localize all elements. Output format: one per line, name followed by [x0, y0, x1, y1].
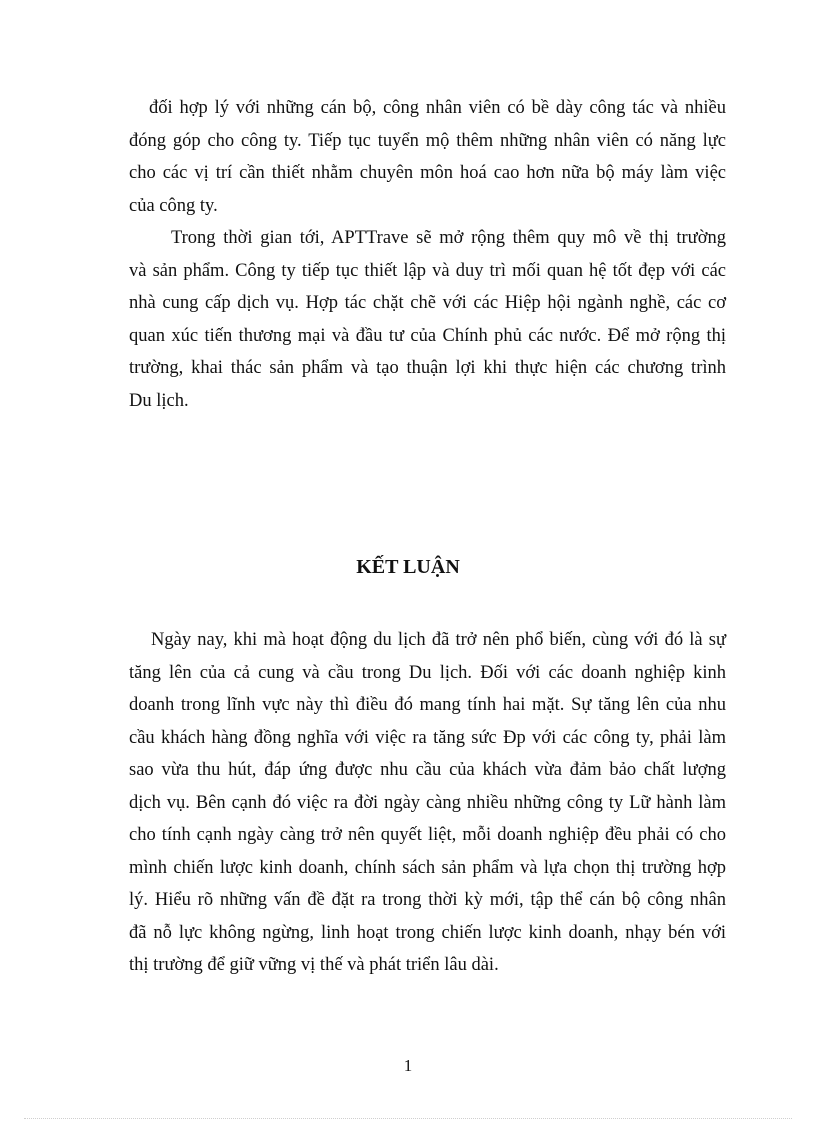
text-line: cho tính cạnh ngày càng trở nên quyết liệt, mỗi doanh nghiệp đều phải có cho: [129, 825, 726, 845]
text-line: mình chiến lược kinh doanh, chính sách sản phẩm và lựa chọn thị trường hợp: [129, 857, 726, 878]
text-line: Trong thời gian tới, APTTrave sẽ mở rộng thêm quy mô về thị trường: [171, 228, 726, 248]
text-line: cho các vị trí cần thiết nhằm chuyên môn hoá cao hơn nữa bộ máy làm việc: [129, 163, 726, 183]
text-line: nhà cung cấp dịch vụ. Hợp tác chặt chẽ với các Hiệp hội ngành nghề, các cơ: [129, 293, 726, 313]
text-line: đã nỗ lực không ngừng, linh hoạt trong chiến lược kinh doanh, nhạy bén với: [129, 922, 726, 943]
text-line: đối hợp lý với những cán bộ, công nhân viên có bề dày công tác và nhiều: [149, 98, 726, 118]
text-line: Ngày nay, khi mà hoạt động du lịch đã trở nên phổ biến, cùng với đó là sự: [151, 630, 726, 650]
text-line: cầu khách hàng đồng nghĩa với việc ra tăng sức Đp với các công ty, phải làm: [129, 727, 726, 748]
section-heading: KẾT LUẬN: [356, 556, 460, 578]
page-number: 1: [403, 1056, 413, 1075]
text-line: của công ty.: [129, 195, 218, 216]
page-footer-divider: [24, 1118, 792, 1119]
text-line: dịch vụ. Bên cạnh đó việc ra đời ngày càng nhiều những công ty Lữ hành làm: [129, 792, 726, 813]
paragraph-conclusion: [129, 624, 726, 982]
text-line: đóng góp cho công ty. Tiếp tục tuyển mộ thêm những nhân viên có năng lực: [129, 130, 726, 151]
paragraph-continuation: [129, 92, 726, 222]
text-line: lý. Hiểu rõ những vấn đề đặt ra trong thời kỳ mới, tập thể cán bộ công nhân: [129, 890, 726, 910]
text-line: thị trường để giữ vững vị thế và phát triển lâu dài.: [129, 955, 499, 975]
paragraph-future-plans: [129, 222, 726, 417]
text-line: tăng lên của cả cung và cầu trong Du lịch. Đối với các doanh nghiệp kinh: [129, 662, 726, 683]
text-line: doanh trong lĩnh vực này thì điều đó mang tính hai mặt. Sự tăng lên của nhu: [129, 695, 726, 715]
text-line: và sản phẩm. Công ty tiếp tục thiết lập và duy trì mối quan hệ tốt đẹp với các: [129, 260, 726, 281]
text-line: quan xúc tiến thương mại và đầu tư của Chính phủ các nước. Để mở rộng thị: [129, 325, 726, 346]
text-line: sao vừa thu hút, đáp ứng được nhu cầu của khách vừa đảm bảo chất lượng: [129, 760, 726, 780]
text-line: trường, khai thác sản phẩm và tạo thuận lợi khi thực hiện các chương trình: [129, 358, 726, 378]
text-line: Du lịch.: [129, 390, 189, 411]
